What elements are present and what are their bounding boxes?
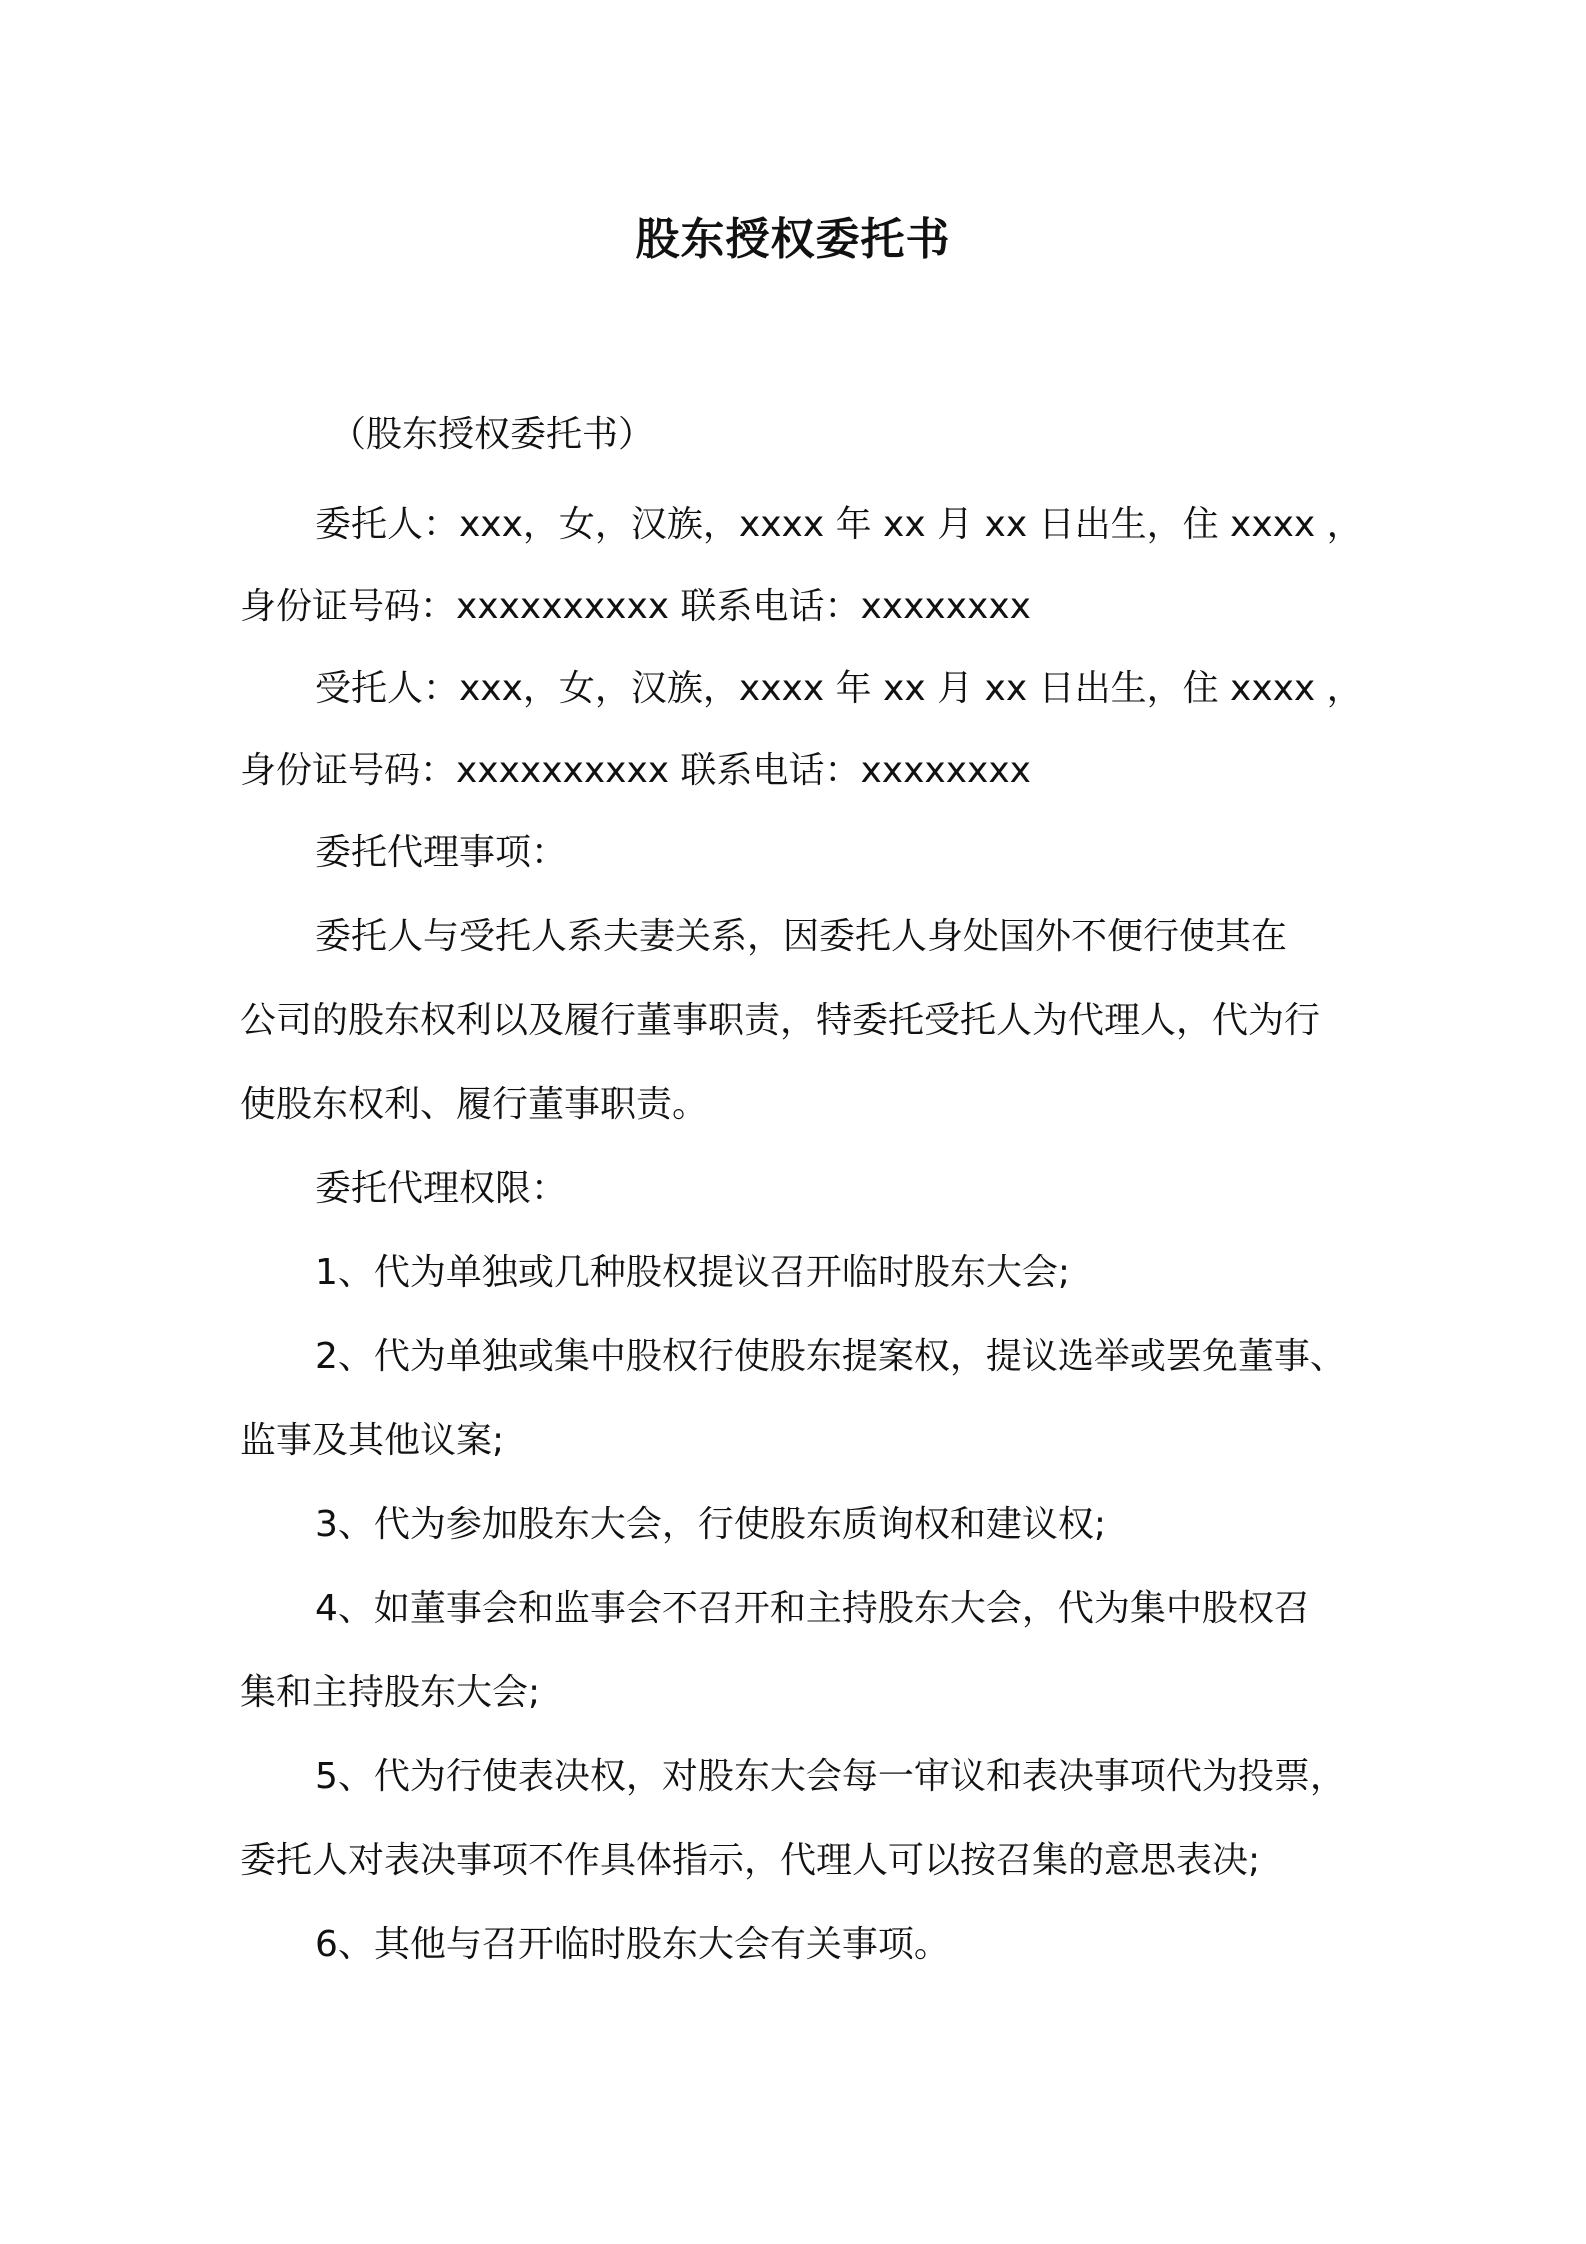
- principal-info-line-1: 委托人：xxx，女，汉族，xxxx 年 xx 月 xx 日出生，住 xxxx ，: [315, 504, 1363, 545]
- agent-info-line-2: 身份证号码：xxxxxxxxxx 联系电话：xxxxxxxx: [240, 750, 1031, 791]
- document-title: 股东授权委托书: [635, 214, 951, 265]
- authority-item-3: 3、代为参加股东大会，行使股东质询权和建议权;: [315, 1504, 1107, 1545]
- authority-heading: 委托代理权限：: [315, 1168, 568, 1209]
- authority-item-6: 6、其他与召开临时股东大会有关事项。: [315, 1924, 950, 1965]
- matters-paragraph-line-1: 委托人与受托人系夫妻关系，因委托人身处国外不便行使其在: [315, 916, 1288, 957]
- agent-info-line-1: 受托人：xxx，女，汉族，xxxx 年 xx 月 xx 日出生，住 xxxx ，: [315, 668, 1363, 709]
- authority-item-5-line-1: 5、代为行使表决权，对股东大会每一审议和表决事项代为投票，: [315, 1756, 1346, 1797]
- authority-item-4-line-2: 集和主持股东大会;: [240, 1672, 541, 1713]
- authority-item-2-line-1: 2、代为单独或集中股权行使股东提案权，提议选举或罢免董事、: [315, 1336, 1346, 1377]
- matters-paragraph-line-3: 使股东权利、履行董事职责。: [240, 1084, 709, 1125]
- principal-info-line-2: 身份证号码：xxxxxxxxxx 联系电话：xxxxxxxx: [240, 586, 1031, 627]
- authority-item-5-line-2: 委托人对表决事项不作具体指示，代理人可以按召集的意思表决;: [240, 1840, 1261, 1881]
- matters-heading: 委托代理事项：: [315, 832, 568, 873]
- authority-item-2-line-2: 监事及其他议案;: [240, 1420, 505, 1461]
- document-subtitle: （股东授权委托书）: [330, 414, 655, 455]
- matters-paragraph-line-2: 公司的股东权利以及履行董事职责，特委托受托人为代理人，代为行: [240, 1000, 1321, 1041]
- authority-item-1: 1、代为单独或几种股权提议召开临时股东大会;: [315, 1252, 1071, 1293]
- authority-item-4-line-1: 4、如董事会和监事会不召开和主持股东大会，代为集中股权召: [315, 1588, 1310, 1629]
